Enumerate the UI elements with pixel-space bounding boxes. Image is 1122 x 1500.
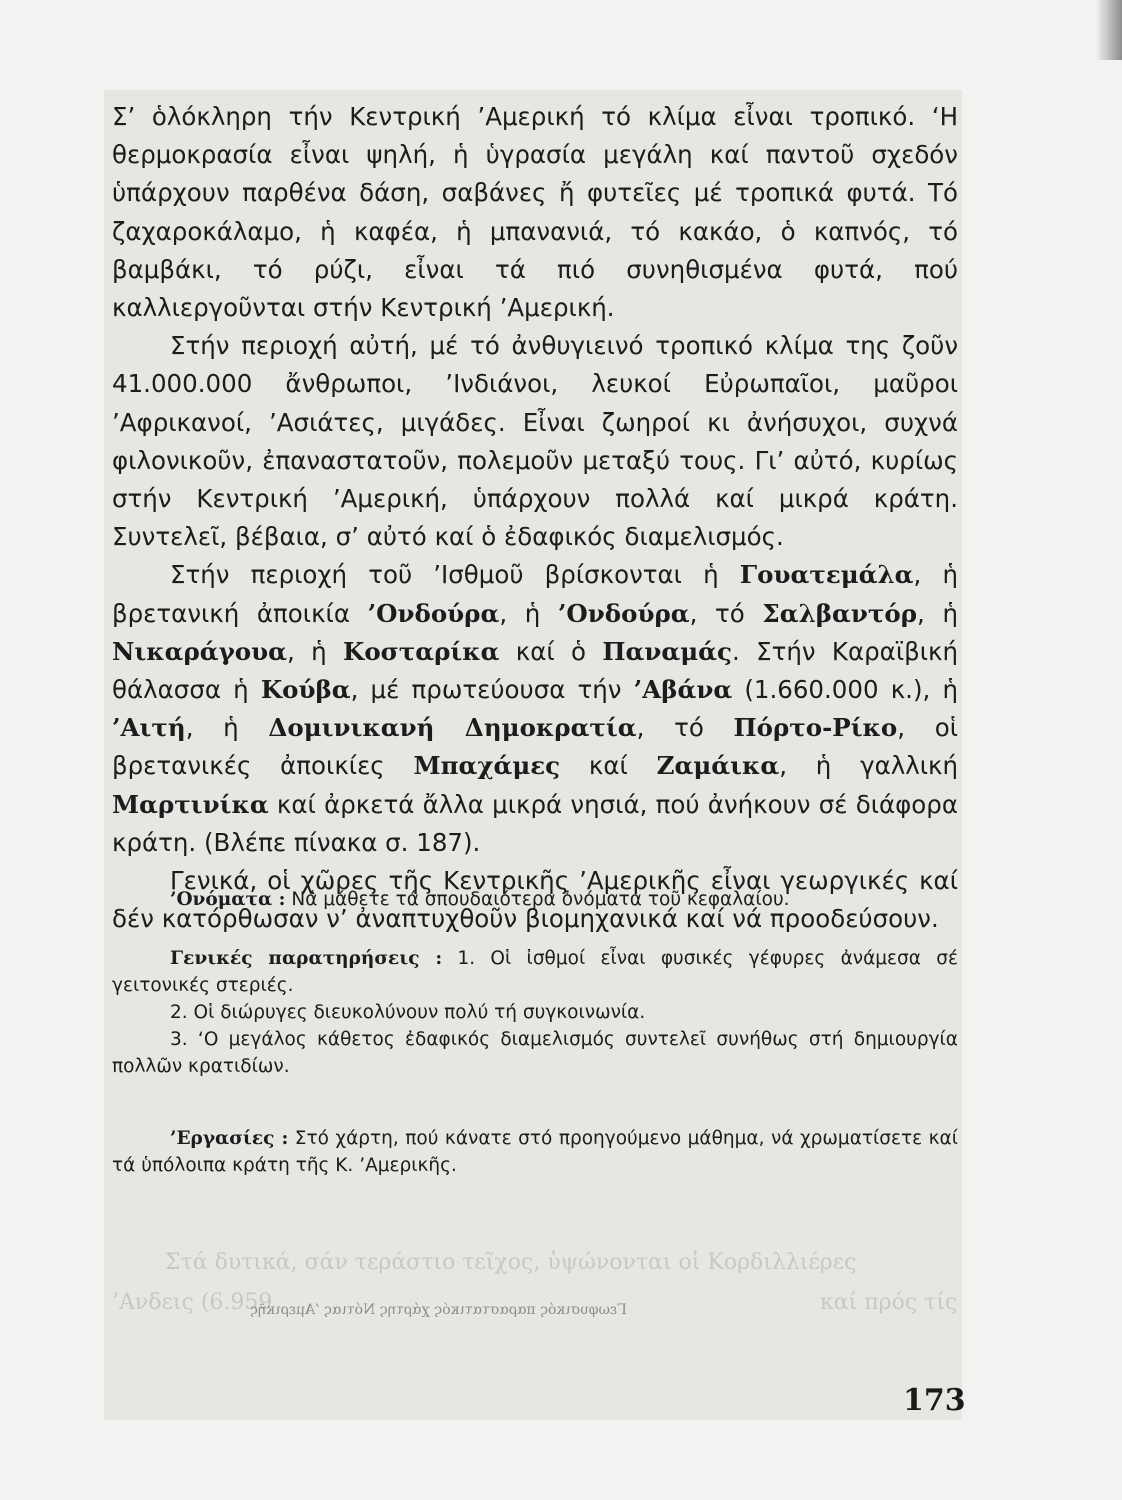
place-name: Νικαράγουα (112, 636, 287, 666)
paragraph-3-text: Στήν περιοχή τοῦ ’Ισθμοῦ βρίσκονται ἡ (170, 560, 740, 590)
note-general-item-1: 1. Οἱ ἰσθμοί εἶναι φυσικές γέφυρες ἀνάμεσα σέ γειτονικές στεριές. (112, 948, 959, 996)
paragraph-3-text: , μέ πρωτεύουσα τήν (350, 675, 634, 705)
place-name: Ζαμάικα (656, 751, 780, 781)
main-text (112, 98, 958, 938)
note-names-line (112, 886, 958, 913)
place-name: Μπαχάμες (413, 751, 561, 781)
bleed-through-caption: Γεωφυσικός παραστατικός χάρτης Νότιας ’Αμερικῆς (250, 1302, 627, 1318)
place-name: Σαλβαντόρ (762, 598, 918, 628)
note-general-item-2: 2. Οἱ διώρυγες διευκολύνουν πολύ τή συγκοινωνία. (170, 1002, 646, 1023)
paragraph-3-text: , ἡ (917, 598, 958, 628)
bleed-through-line-3: καί πρός τίς (820, 1290, 958, 1315)
place-name: Δομινικανή Δημοκρατία (268, 713, 637, 743)
paragraph-3-text: καί ἀρκετά ἄλλα μικρά νησιά, πού ἀνήκουν σέ διάφορα κράτη. (Βλέπε πίνακα σ. 187). (112, 789, 958, 857)
place-name: Κούβα (260, 675, 351, 705)
paragraph-3-text: καί (560, 751, 657, 781)
paragraph-3-text: , τό (636, 713, 734, 743)
paragraph-3 (112, 556, 958, 862)
paragraph-2 (112, 327, 958, 556)
note-names-text: Νά μάθετε τά σπουδαιότερα ὀνόματα τοῦ κεφαλαίου. (291, 889, 790, 910)
paragraph-3-text: , ἡ (499, 598, 558, 628)
scan-edge-shadow (1096, 0, 1122, 60)
note-general-item-3: 3. ‘Ο μεγάλος κάθετος ἐδαφικός διαμελισμός συντελεῖ συνήθως στή δημιουργία πολλῶν κρατιδίων. (112, 1029, 958, 1077)
place-name: Παναμάς (602, 636, 732, 666)
note-tasks-label: ’Εργασίες : (170, 1128, 289, 1149)
paragraph-3-text: , ἡ (286, 636, 344, 666)
paragraph-1-text: Σ’ ὁλόκληρη τήν Κεντρική ’Αμερική τό κλίμα εἶναι τροπικό. ‘Η θερμοκρασία εἶναι ψηλή, ἡ ὑγρασία μεγάλη καί παντοῦ σχεδόν ὑπάρχουν παρθένα δάση, σαβάνες ἤ φυτεῖες μέ τροπικά φυτά. Τό ζαχαροκάλαμο, ἡ καφέα, ἡ μπανανιά, τό κακάο, ὁ καπνός, τό βαμβάκι, τό ρύζι, εἶναι τά πιό συνηθισμένα φυτά, πού καλλιεργοῦνται στήν Κεντρική ’Αμερική. (112, 102, 958, 323)
place-name: ’Ονδούρα (367, 598, 500, 628)
paragraph-3-text: (1.660.000 κ.), ἡ (732, 675, 958, 705)
place-name: ’Ονδούρα (557, 598, 690, 628)
paragraph-3-text: καί ὁ (499, 636, 603, 666)
place-name: ’Αβάνα (633, 675, 733, 705)
note-tasks (112, 1125, 958, 1179)
place-name: Γουατεμάλα (739, 560, 914, 590)
place-name: ’Αιτή (112, 713, 186, 743)
place-name: Κοσταρίκα (343, 636, 500, 666)
paragraph-1 (112, 98, 958, 327)
note-tasks-text: Στό χάρτη, πού κάνατε στό προηγούμενο μάθημα, νά χρωματίσετε καί τά ὑπόλοιπα κράτη τῆς Κ. ’Αμερικῆς. (112, 1128, 958, 1176)
note-general-line-1 (112, 945, 958, 999)
note-names-label: ’Ονόματα : (170, 889, 286, 910)
place-name: Πόρτο-Ρίκο (733, 713, 898, 743)
paragraph-3-text: , ἡ (185, 713, 269, 743)
paragraph-3-text: , ἡ γαλλική (779, 751, 958, 781)
paragraph-3-text: , τό (689, 598, 763, 628)
note-general (112, 945, 958, 1080)
note-tasks-line (112, 1125, 958, 1179)
bleed-through-line-1: Στά δυτικά, σάν τεράστιο τεῖχος, ὑψώνονται οἱ Κορδιλλιέρες (165, 1250, 857, 1275)
note-general-label: Γενικές παρατηρήσεις : (170, 948, 443, 969)
place-name: Μαρτινίκα (112, 789, 269, 819)
paragraph-3-text: , ἡ βρετανική ἀποικία (112, 560, 958, 628)
paragraph-2-text: Στήν περιοχή αὐτή, μέ τό ἀνθυγιεινό τροπικό κλίμα της ζοῦν 41.000.000 ἄνθρωποι, ’Ινδιάνοι, λευκοί Εὐρωπαῖοι, μαῦροι ’Αφρικανοί, ’Ασιάτες, μιγάδες. Εἶναι ζωηροί κι ἀνήσυχοι, συχνά φιλονικοῦν, ἐπαναστατοῦν, πολεμοῦν μεταξύ τους. Γι’ αὐτό, κυρίως στήν Κεντρική ’Αμερική, ὑπάρχουν πολλά καί μικρά κράτη. Συντελεῖ, βέβαια, σ’ αὐτό καί ὁ ἐδαφικός διαμελισμός. (112, 331, 958, 552)
bleed-through-line-2: ’Ανδεις (6.959 (112, 1290, 273, 1315)
page-number: 173 (903, 1383, 966, 1418)
paragraph-3-text: , οἱ βρετανικές ἀποικίες (112, 713, 958, 781)
paragraph-3-text: . Στήν Καραϊβική θάλασσα ἡ (112, 636, 958, 705)
note-names (112, 886, 958, 913)
paragraph-4-text: Γενικά, οἱ χῶρες τῆς Κεντρικῆς ’Αμερικῆς εἶναι γεωργικές καί δέν κατόρθωσαν ν’ ἀναπτυχθοῦν βιομηχανικά καί νά προοδεύσουν. (112, 866, 958, 934)
